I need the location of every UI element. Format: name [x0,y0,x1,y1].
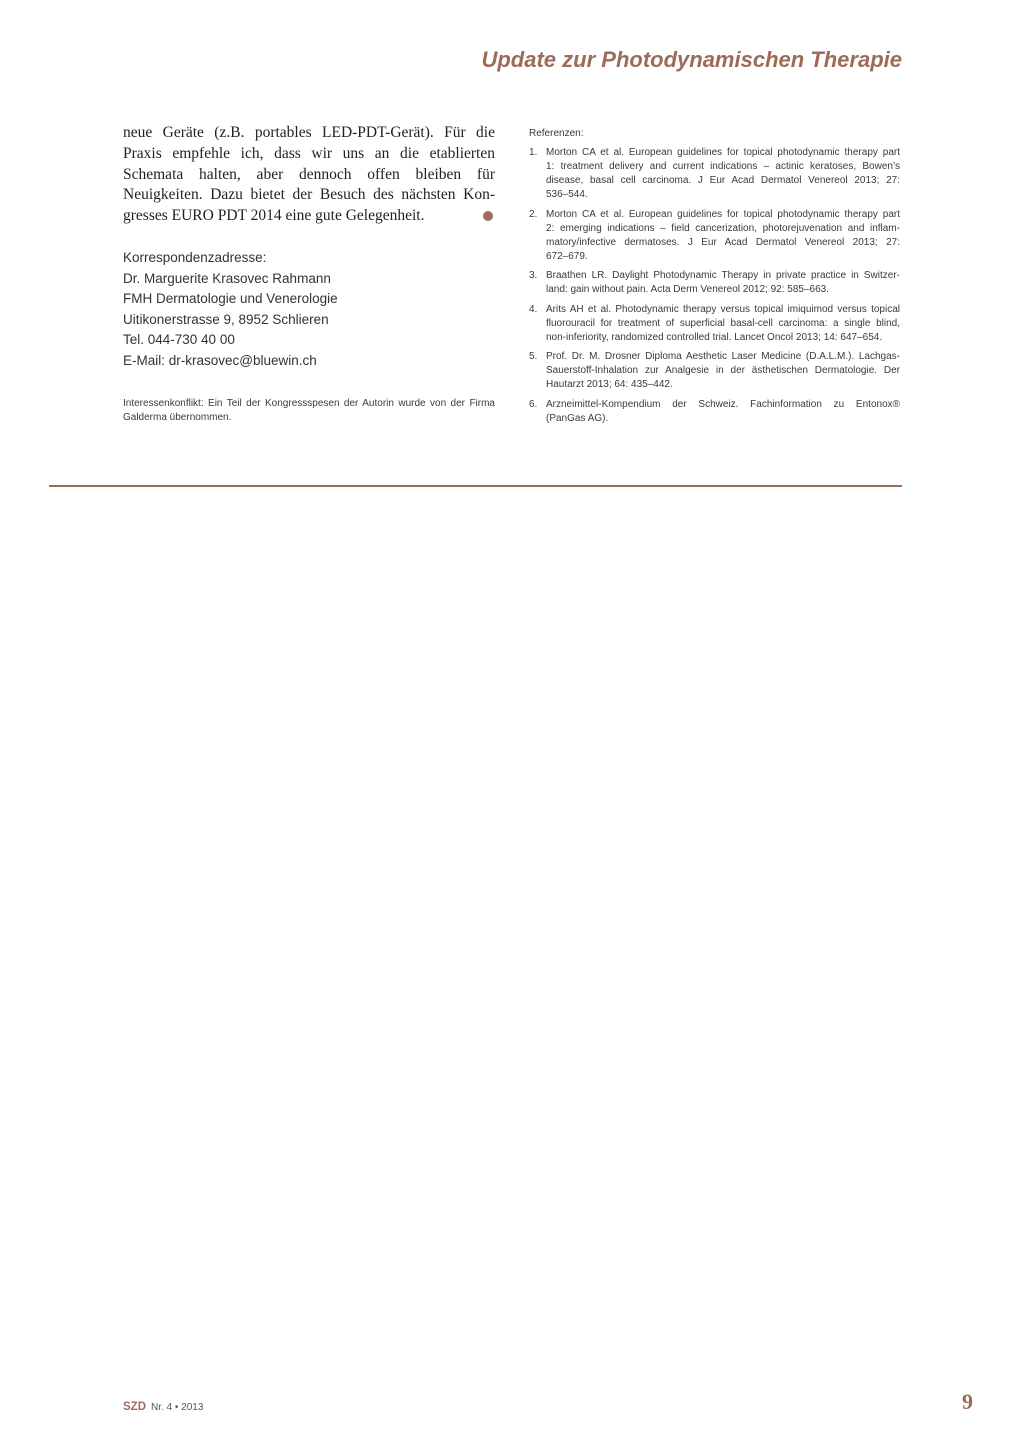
reference-line: (PanGas AG). [546,412,609,424]
reference-text [546,269,900,297]
reference-line: Morton CA et al. European guidelines for topical photodynamic therapy part [546,147,900,158]
reference-line: matory/infective dermatoses. J Eur Acad Dermatol Venereol 2013; 27: [546,236,900,248]
paragraph-line-text: gresses EURO PDT 2014 eine gute Gelegenheit. [123,207,425,224]
reference-line: 536–544. [546,189,588,200]
reference-text [546,146,900,202]
correspondence-heading: Korrespondenzadresse: [123,250,267,265]
reference-line: Braathen LR. Daylight Photodynamic Therapy in private practice in Switzer- [546,270,900,281]
article-closing-paragraph [123,123,495,227]
end-of-article-dot-icon [483,211,493,221]
reference-number: 3. [529,270,538,281]
correspondence-street: Uitikonerstrasse 9, 8952 Schlieren [123,311,329,327]
reference-item [529,269,900,297]
reference-line: fluorouracil for treatment of superficial basal-cell carcinoma: a single blind, [546,317,900,329]
reference-number: 6. [529,398,538,410]
reference-text [546,208,900,264]
reference-line: Arzneimittel-Kompendium der Schweiz. Fachinformation zu Entonox® [546,398,900,410]
reference-line: 672–679. [546,250,588,262]
conflict-of-interest-note [123,397,495,425]
reference-line: 2: emerging indications – field cancerization, photorejuvenation and inflam- [546,222,900,234]
reference-line: Hautarzt 2013; 64: 435–442. [546,379,673,390]
paragraph-last-line [123,206,495,227]
reference-number: 4. [529,303,538,315]
references-heading: Referenzen: [529,128,584,139]
reference-item [529,303,900,345]
reference-number: 2. [529,208,538,220]
reference-number: 1. [529,147,538,158]
footer-journal-name: SZD [123,1401,146,1413]
reference-item [529,146,900,202]
paragraph-line: Schemata halten, aber dennoch offen bleiben für [123,165,495,183]
reference-line: Arits AH et al. Photodynamic therapy versus topical imiquimod versus topical [546,303,900,315]
reference-line: disease, basal cell carcinoma. J Eur Acad Dermatol Venereol 2013; 27: [546,175,900,186]
page-number: 9 [962,1389,973,1414]
reference-line: Prof. Dr. M. Drosner Diploma Aesthetic Laser Medicine (D.A.L.M.). Lachgas- [546,351,900,362]
reference-number: 5. [529,351,538,362]
correspondence-phone: Tel. 044-730 40 00 [123,332,235,348]
coi-line: Interessenkonflikt: Ein Teil der Kongressspesen der Autorin wurde von der Firma [123,398,495,409]
reference-line: Morton CA et al. European guidelines for topical photodynamic therapy part [546,208,900,220]
correspondence-affiliation: FMH Dermatologie und Venerologie [123,291,338,307]
paragraph-line: Praxis empfehle ich, dass wir uns an die etablierten [123,144,495,162]
reference-text [546,303,900,345]
correspondence-email: E-Mail: dr-krasovec@bluewin.ch [123,352,317,368]
paragraph-line: neue Geräte (z.B. portables LED-PDT-Gerät). Für die [123,124,495,141]
footer-journal-info [123,1398,203,1414]
footer-issue: Nr. 4 • 2013 [151,1402,204,1413]
reference-line: Sauerstoff-Inhalation zur Analgesie in der ästhetischen Dermatologie. Der [546,365,900,376]
correspondence-name: Dr. Marguerite Krasovec Rahmann [123,270,331,286]
references-section [529,127,900,431]
reference-item [529,398,900,426]
correspondence-address [123,248,338,372]
reference-text [546,398,900,426]
coi-line: Galderma übernommen. [123,412,232,423]
reference-item [529,350,900,392]
reference-line: land: gain without pain. Acta Derm Venereol 2012; 92: 585–663. [546,284,829,295]
running-header-title: Update zur Photodynamischen Therapie [481,47,902,72]
paragraph-line: Neuigkeiten. Dazu bietet der Besuch des nächsten Kon- [123,186,495,204]
reference-text [546,350,900,392]
reference-line: 1: treatment delivery and current indications – actinic keratoses, Bowen’s [546,161,900,172]
reference-item [529,208,900,264]
section-divider-rule [49,485,902,487]
reference-line: non-inferiority, randomized controlled trial. Lancet Oncol 2013; 14: 647–654. [546,331,883,343]
